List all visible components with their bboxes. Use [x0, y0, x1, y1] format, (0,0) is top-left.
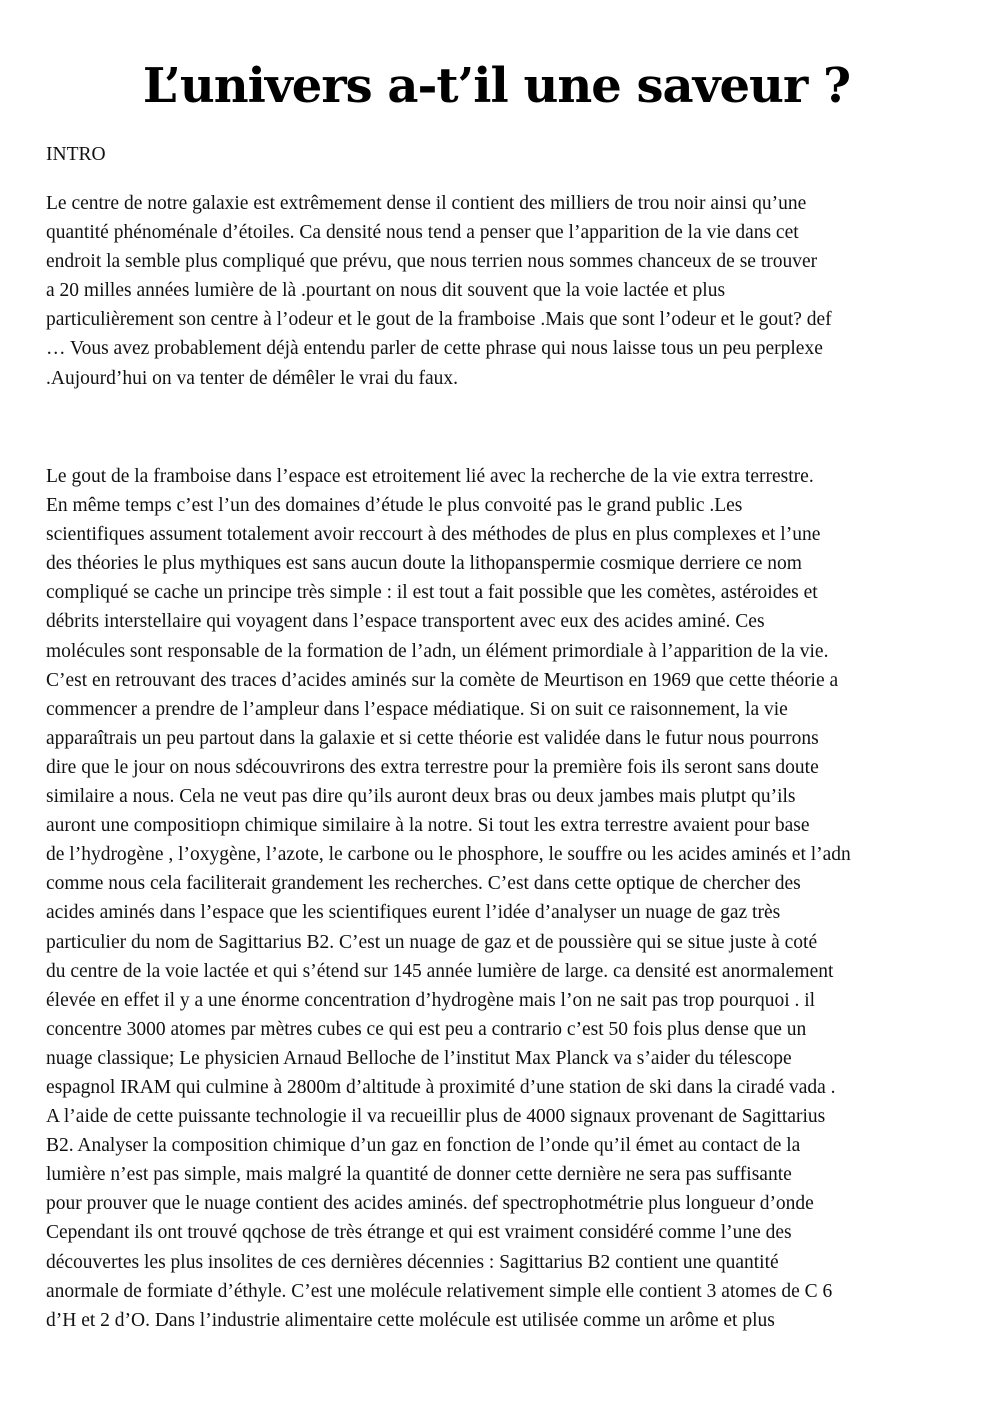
- paragraph-line: commencer a prendre de l’ampleur dans l’espace médiatique. Si on suit ce raisonnement, la vie: [46, 698, 788, 720]
- paragraph-line: scientifiques assument totalement avoir reccourt à des méthodes de plus en plus complexes et l’une: [46, 524, 821, 546]
- paragraph-line: auront une compositiopn chimique similaire à la notre. Si tout les extra terrestre avaient pour base: [46, 815, 810, 837]
- paragraph-line: A l’aide de cette puissante technologie il va recueillir plus de 4000 signaux provenant de Sagittarius: [46, 1106, 826, 1128]
- paragraph-line: particulier du nom de Sagittarius B2. C’est un nuage de gaz et de poussière qui se situe juste à coté: [46, 931, 818, 953]
- paragraph-line: élevée en effet il y a une énorme concentration d’hydrogène mais l’on ne sait pas trop pourquoi . il: [46, 989, 816, 1011]
- paragraph-line: anormale de formiate d’éthyle. C’est une molécule relativement simple elle contient 3 atomes de C 6: [46, 1280, 833, 1302]
- paragraph-line: B2. Analyser la composition chimique d’un gaz en fonction de l’onde qu’il émet au contact de la: [46, 1135, 801, 1157]
- paragraph-line: espagnol IRAM qui culmine à 2800m d’altitude à proximité d’une station de ski dans la ciradé vada .: [46, 1076, 836, 1098]
- paragraph-line: Le centre de notre galaxie est extrêmement dense il contient des milliers de trou noir ainsi qu’une: [46, 193, 807, 214]
- paragraph-line: débrits interstellaire qui voyagent dans l’espace transportent avec eux des acides aminé. Ces: [46, 611, 765, 633]
- paragraph-line: dire que le jour on nous sdécouvrirons des extra terrestre pour la première fois ils seront sans doute: [46, 756, 819, 778]
- paragraph-line: … Vous avez probablement déjà entendu parler de cette phrase qui nous laisse tous un peu perplexe: [46, 338, 823, 360]
- paragraph-line: découvertes les plus insolites de ces dernières décennies : Sagittarius B2 contient une quantité: [46, 1251, 779, 1273]
- paragraph-line: endroit la semble plus compliqué que prévu, que nous terrien nous sommes chanceux de se trouver: [46, 251, 818, 273]
- page-title: L’univers a-t’il une saveur ?: [142, 58, 851, 114]
- paragraph-line: similaire a nous. Cela ne veut pas dire qu’ils auront deux bras ou deux jambes mais plutpt qu’ils: [46, 786, 796, 808]
- paragraph-line: acides aminés dans l’espace que les scientifiques eurent l’idée d’analyser un nuage de gaz très: [46, 902, 781, 924]
- paragraph-line: Cependant ils ont trouvé qqchose de très étrange et qui est vraiment considéré comme l’une des: [46, 1222, 792, 1244]
- paragraph-line: lumière n’est pas simple, mais malgré la quantité de donner cette dernière ne sera pas suffisante: [46, 1164, 792, 1186]
- paragraph-line: comme nous cela faciliterait grandement les recherches. C’est dans cette optique de chercher des: [46, 873, 801, 895]
- paragraph-line: pour prouver que le nuage contient des acides aminés. def spectrophotmétrie plus longueur d’onde: [46, 1193, 814, 1215]
- paragraph-line: Le gout de la framboise dans l’espace est etroitement lié avec la recherche de la vie extra terrestre.: [46, 466, 814, 487]
- paragraph-line: compliqué se cache un principe très simple : il est tout a fait possible que les comètes, astéroides et: [46, 582, 818, 604]
- paragraph-line: quantité phénoménale d’étoiles. Ca densité nous tend a penser que l’apparition de la vie dans cet: [46, 222, 799, 244]
- paragraph-line: En même temps c’est l’un des domaines d’étude le plus convoité pas le grand public .Les: [46, 495, 743, 517]
- paragraph-line: d’H et 2 d’O. Dans l’industrie alimentaire cette molécule est utilisée comme un arôme et plus: [46, 1309, 775, 1331]
- paragraph-line: du centre de la voie lactée et qui s’étend sur 145 année lumière de large. ca densité est anormalement: [46, 960, 834, 982]
- intro-paragraph: [46, 189, 956, 393]
- paragraph-line: des théories le plus mythiques est sans aucun doute la lithopanspermie cosmique derriere ce nom: [46, 553, 802, 575]
- body-paragraph: [46, 462, 956, 1335]
- paragraph-line: de l’hydrogène , l’oxygène, l’azote, le carbone ou le phosphore, le souffre ou les acides aminés et l’adn: [46, 844, 851, 866]
- paragraph-line: .Aujourd’hui on va tenter de démêler le vrai du faux.: [46, 367, 459, 389]
- paragraph-line: apparaîtrais un peu partout dans la galaxie et si cette théorie est validée dans le futur nous pourrons: [46, 727, 819, 749]
- paragraph-line: particulièrement son centre à l’odeur et le gout de la framboise .Mais que sont l’odeur et le gout? def: [46, 309, 832, 331]
- paragraph-line: concentre 3000 atomes par mètres cubes ce qui est peu a contrario c’est 50 fois plus dense que un: [46, 1018, 807, 1040]
- paragraph-line: a 20 milles années lumière de là .pourtant on nous dit souvent que la voie lactée et plus: [46, 280, 726, 302]
- paragraph-line: molécules sont responsable de la formation de l’adn, un élément primordiale à l’apparition de la vie.: [46, 640, 829, 662]
- paragraph-line: C’est en retrouvant des traces d’acides aminés sur la comète de Meurtison en 1969 que cette théorie a: [46, 669, 839, 691]
- paragraph-line: nuage classique; Le physicien Arnaud Belloche de l’institut Max Planck va s’aider du télescope: [46, 1047, 792, 1069]
- section-label-intro: INTRO: [46, 144, 106, 165]
